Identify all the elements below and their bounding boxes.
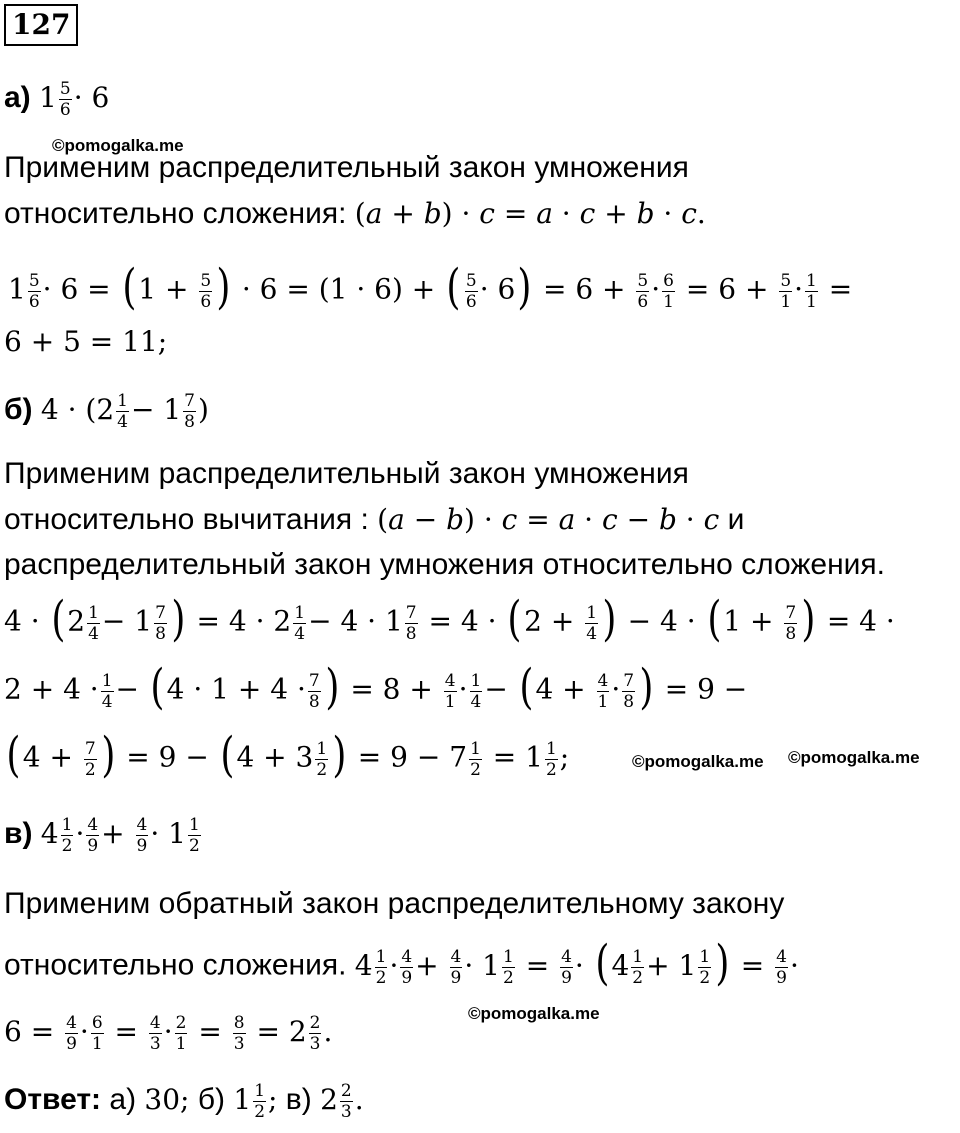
part-a-solution-line-1: 1 $\frac{5}{6}$ · 6 = (1 + $\frac{5}{6}$ ) · 6 = (1 · 6) + ( $\frac{5}{6}$ · 6) = 6 + $\frac{5}{6}$ · $\frac{6}{1}$ = 6 + $\frac{5}{1}$ · $\frac{1}{1}$ = xyxy=(8,259,853,315)
part-b-expression: б) 4 · (2 $\frac{1}{4}$ − 1 $\frac{7}{8}$ ) xyxy=(4,391,209,432)
part-c-solution-line-2: 6 = $\frac{4}{9}$ · $\frac{6}{1}$ = $\frac{4}{3}$ · $\frac{2}{1}$ = $\frac{8}{3}$ = 2 $\frac{2}{3}$ . xyxy=(4,1013,333,1054)
task-number: 127 xyxy=(4,4,78,46)
answer-a-label: а) xyxy=(109,1083,137,1116)
watermark-3: ©pomogalka.me xyxy=(788,748,920,767)
part-b-solution-line-2: 2 + 4 · $\frac{1}{4}$ − (4 · 1 + 4 · $\frac{7}{8}$ ) = 8 + $\frac{4}{1}$ · $\frac{1}{4}$ − (4 + $\frac{4}{1}$ · $\frac{7}{8}$ ) = 9 − xyxy=(4,659,748,715)
part-c-label: в) xyxy=(4,817,33,850)
part-b-rule-text-2-end: и xyxy=(727,503,745,536)
part-b-rule-line-2: относительно вычитания : (a − b) · c = a · c − b · c и xyxy=(4,503,745,536)
part-b-rule-text-1: Применим распределительный закон умножения xyxy=(4,457,689,490)
part-c-rule-line-2: относительно сложения. 4 $\frac{1}{2}$ · $\frac{4}{9}$ + $\frac{4}{9}$ · 1 $\frac{1}{2}$ = $\frac{4}{9}$ · (4 $\frac{1}{2}$ + 1 $\frac{1}{2}$ ) = $\frac{4}{9}$ · xyxy=(4,935,799,991)
part-a-label: а) xyxy=(4,81,31,114)
answer-a-value: 30; xyxy=(144,1083,190,1116)
part-a-rule-text-1: Применим распределительный закон умножения xyxy=(4,151,689,184)
part-a-rule-line-2: относительно сложения: (a + b) · c = a · c + b · c. xyxy=(4,197,706,230)
answer-label: Ответ: xyxy=(4,1083,102,1116)
answer-b-label: б) xyxy=(197,1083,226,1116)
answer-c-label: в) xyxy=(285,1083,312,1116)
part-c-rule-text-2: относительно сложения. xyxy=(4,948,347,982)
part-a-expression: а) 1 $\frac{5}{6}$ · 6 xyxy=(4,79,110,120)
part-b-solution-line-3: (4 + $\frac{7}{2}$ ) = 9 − (4 + 3 $\frac{1}{2}$ ) = 9 − 7 $\frac{1}{2}$ = 1 $\frac{1}{2}$ ; xyxy=(6,727,570,783)
watermark-1: ©pomogalka.me xyxy=(52,136,184,155)
part-b-label: б) xyxy=(4,393,33,426)
part-c-rule-text-1: Применим обратный закон распределительному закону xyxy=(4,887,785,920)
part-b-rule-text-2: относительно вычитания : xyxy=(4,503,369,536)
part-c-expression: в) 4 $\frac{1}{2}$ · $\frac{4}{9}$ + $\frac{4}{9}$ · 1 $\frac{1}{2}$ xyxy=(4,815,200,856)
part-a-solution-line-2: 6 + 5 = 11; xyxy=(4,325,168,358)
watermark-4: ©pomogalka.me xyxy=(468,1004,600,1023)
part-a-rule-text-2: относительно сложения: xyxy=(4,197,347,230)
part-b-solution-line-1: 4 · (2 $\frac{1}{4}$ − 1 $\frac{7}{8}$ ) = 4 · 2 $\frac{1}{4}$ − 4 · 1 $\frac{7}{8}$ = 4 · (2 + $\frac{1}{4}$ ) − 4 · (1 + $\frac{7}{8}$ ) = 4 · xyxy=(4,591,895,647)
part-b-rule-text-3: распределительный закон умножения относительно сложения. xyxy=(4,548,886,581)
answer-line: Ответ: а) 30; б) 1 $\frac{1}{2}$ ; в) 2 $\frac{2}{3}$ . xyxy=(4,1081,364,1122)
watermark-2: ©pomogalka.me xyxy=(632,752,764,771)
